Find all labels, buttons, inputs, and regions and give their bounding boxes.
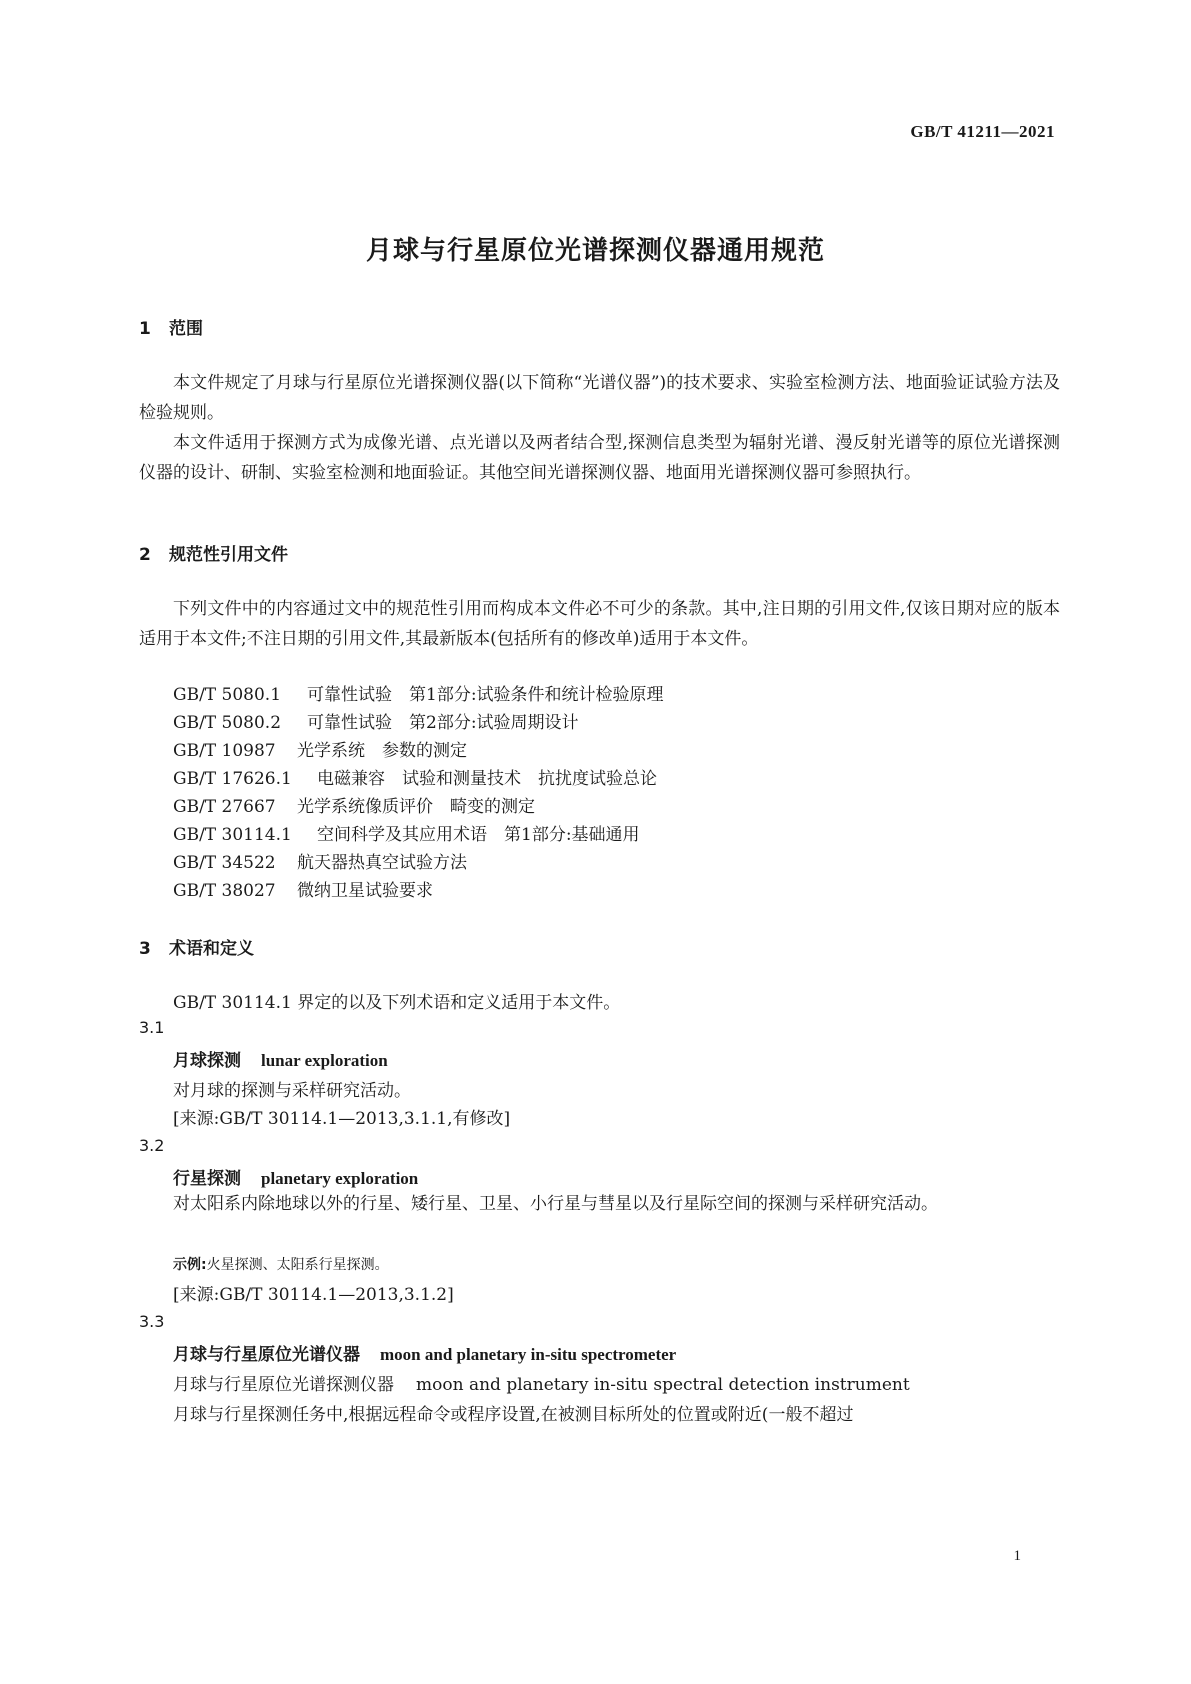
- term-number: 3.3: [139, 1312, 165, 1331]
- section-title: 范围: [169, 319, 203, 339]
- reference-code: GB/T 5080.2: [173, 713, 282, 733]
- normative-intro-paragraph: 下列文件中的内容通过文中的规范性引用而构成本文件必不可少的条款。其中,注日期的引用文件,仅该日期对应的版本适用于本文件;不注日期的引用文件,其最新版本(包括所有的修改单)适用于本文件。: [139, 599, 1060, 649]
- scope-paragraph-2: 本文件适用于探测方式为成像光谱、点光谱以及两者结合型,探测信息类型为辐射光谱、漫反射光谱等的原位光谱探测仪器的设计、研制、实验室检测和地面验证。其他空间光谱探测仪器、地面用光谱探测仪器可参照执行。: [139, 433, 1060, 483]
- terms-intro: GB/T 30114.1 界定的以及下列术语和定义适用于本文件。: [173, 993, 621, 1013]
- admitted-zh: 月球与行星原位光谱探测仪器: [173, 1375, 394, 1395]
- term-number: 3.1: [139, 1018, 165, 1037]
- reference-title: 可靠性试验 第1部分:试验条件和统计检验原理: [307, 685, 664, 705]
- section-title: 规范性引用文件: [169, 545, 288, 565]
- example-label: 示例:: [173, 1257, 207, 1273]
- term-heading: [173, 1046, 388, 1071]
- reference-code: GB/T 17626.1: [173, 769, 292, 789]
- reference-code: GB/T 5080.1: [173, 685, 282, 705]
- reference-title: 可靠性试验 第2部分:试验周期设计: [307, 713, 579, 733]
- term-definition: 对月球的探测与采样研究活动。: [173, 1081, 411, 1101]
- term-source: [来源:GB/T 30114.1—2013,3.1.1,有修改]: [173, 1109, 511, 1129]
- term-admitted: [173, 1370, 910, 1395]
- term-zh: 月球与行星原位光谱仪器: [173, 1345, 360, 1365]
- term-en: planetary exploration: [261, 1169, 419, 1188]
- reference-code: GB/T 10987: [173, 741, 276, 761]
- reference-item: [173, 680, 664, 705]
- reference-title: 电磁兼容 试验和测量技术 抗扰度试验总论: [317, 769, 657, 789]
- section-title: 术语和定义: [169, 939, 254, 959]
- document-title: 月球与行星原位光谱探测仪器通用规范: [365, 236, 825, 266]
- reference-item: [173, 848, 467, 873]
- reference-item: [173, 764, 657, 789]
- term-source: [来源:GB/T 30114.1—2013,3.1.2]: [173, 1285, 454, 1305]
- page-number: 1: [1013, 1548, 1021, 1564]
- reference-item: [173, 736, 467, 761]
- section-number: 3: [139, 939, 151, 959]
- section-heading-3: [139, 934, 254, 959]
- term-en: lunar exploration: [261, 1051, 388, 1070]
- admitted-en: moon and planetary in-situ spectral detection instrument: [416, 1375, 910, 1395]
- term-zh: 行星探测: [173, 1169, 241, 1189]
- reference-code: GB/T 30114.1: [173, 825, 292, 845]
- reference-item: [173, 792, 535, 817]
- reference-item: [173, 708, 579, 733]
- section-number: 1: [139, 319, 151, 339]
- reference-title: 航天器热真空试验方法: [297, 853, 467, 873]
- reference-item: [173, 820, 640, 845]
- term-definition: 月球与行星探测任务中,根据远程命令或程序设置,在被测目标所处的位置或附近(一般不超过: [173, 1405, 854, 1425]
- section-heading-1: [139, 314, 203, 339]
- term-number: 3.2: [139, 1136, 165, 1155]
- term-heading: [173, 1164, 418, 1189]
- term-example: [173, 1254, 389, 1274]
- section-number: 2: [139, 545, 151, 565]
- reference-code: GB/T 27667: [173, 797, 276, 817]
- term-en: moon and planetary in-situ spectrometer: [380, 1345, 677, 1364]
- standard-number: GB/T 41211—2021: [910, 122, 1055, 141]
- reference-title: 光学系统像质评价 畸变的测定: [297, 797, 535, 817]
- term-heading: [173, 1340, 676, 1365]
- term-zh: 月球探测: [173, 1051, 241, 1071]
- reference-item: [173, 876, 433, 901]
- section-heading-2: [139, 540, 288, 565]
- term-definition: 对太阳系内除地球以外的行星、矮行星、卫星、小行星与彗星以及行星际空间的探测与采样研究活动。: [173, 1194, 938, 1214]
- reference-title: 空间科学及其应用术语 第1部分:基础通用: [317, 825, 640, 845]
- reference-code: GB/T 38027: [173, 881, 276, 901]
- scope-paragraph-1: 本文件规定了月球与行星原位光谱探测仪器(以下简称“光谱仪器”)的技术要求、实验室检测方法、地面验证试验方法及检验规则。: [139, 373, 1060, 423]
- reference-title: 光学系统 参数的测定: [297, 741, 467, 761]
- example-text: 火星探测、太阳系行星探测。: [206, 1257, 389, 1273]
- reference-title: 微纳卫星试验要求: [297, 881, 433, 901]
- reference-code: GB/T 34522: [173, 853, 276, 873]
